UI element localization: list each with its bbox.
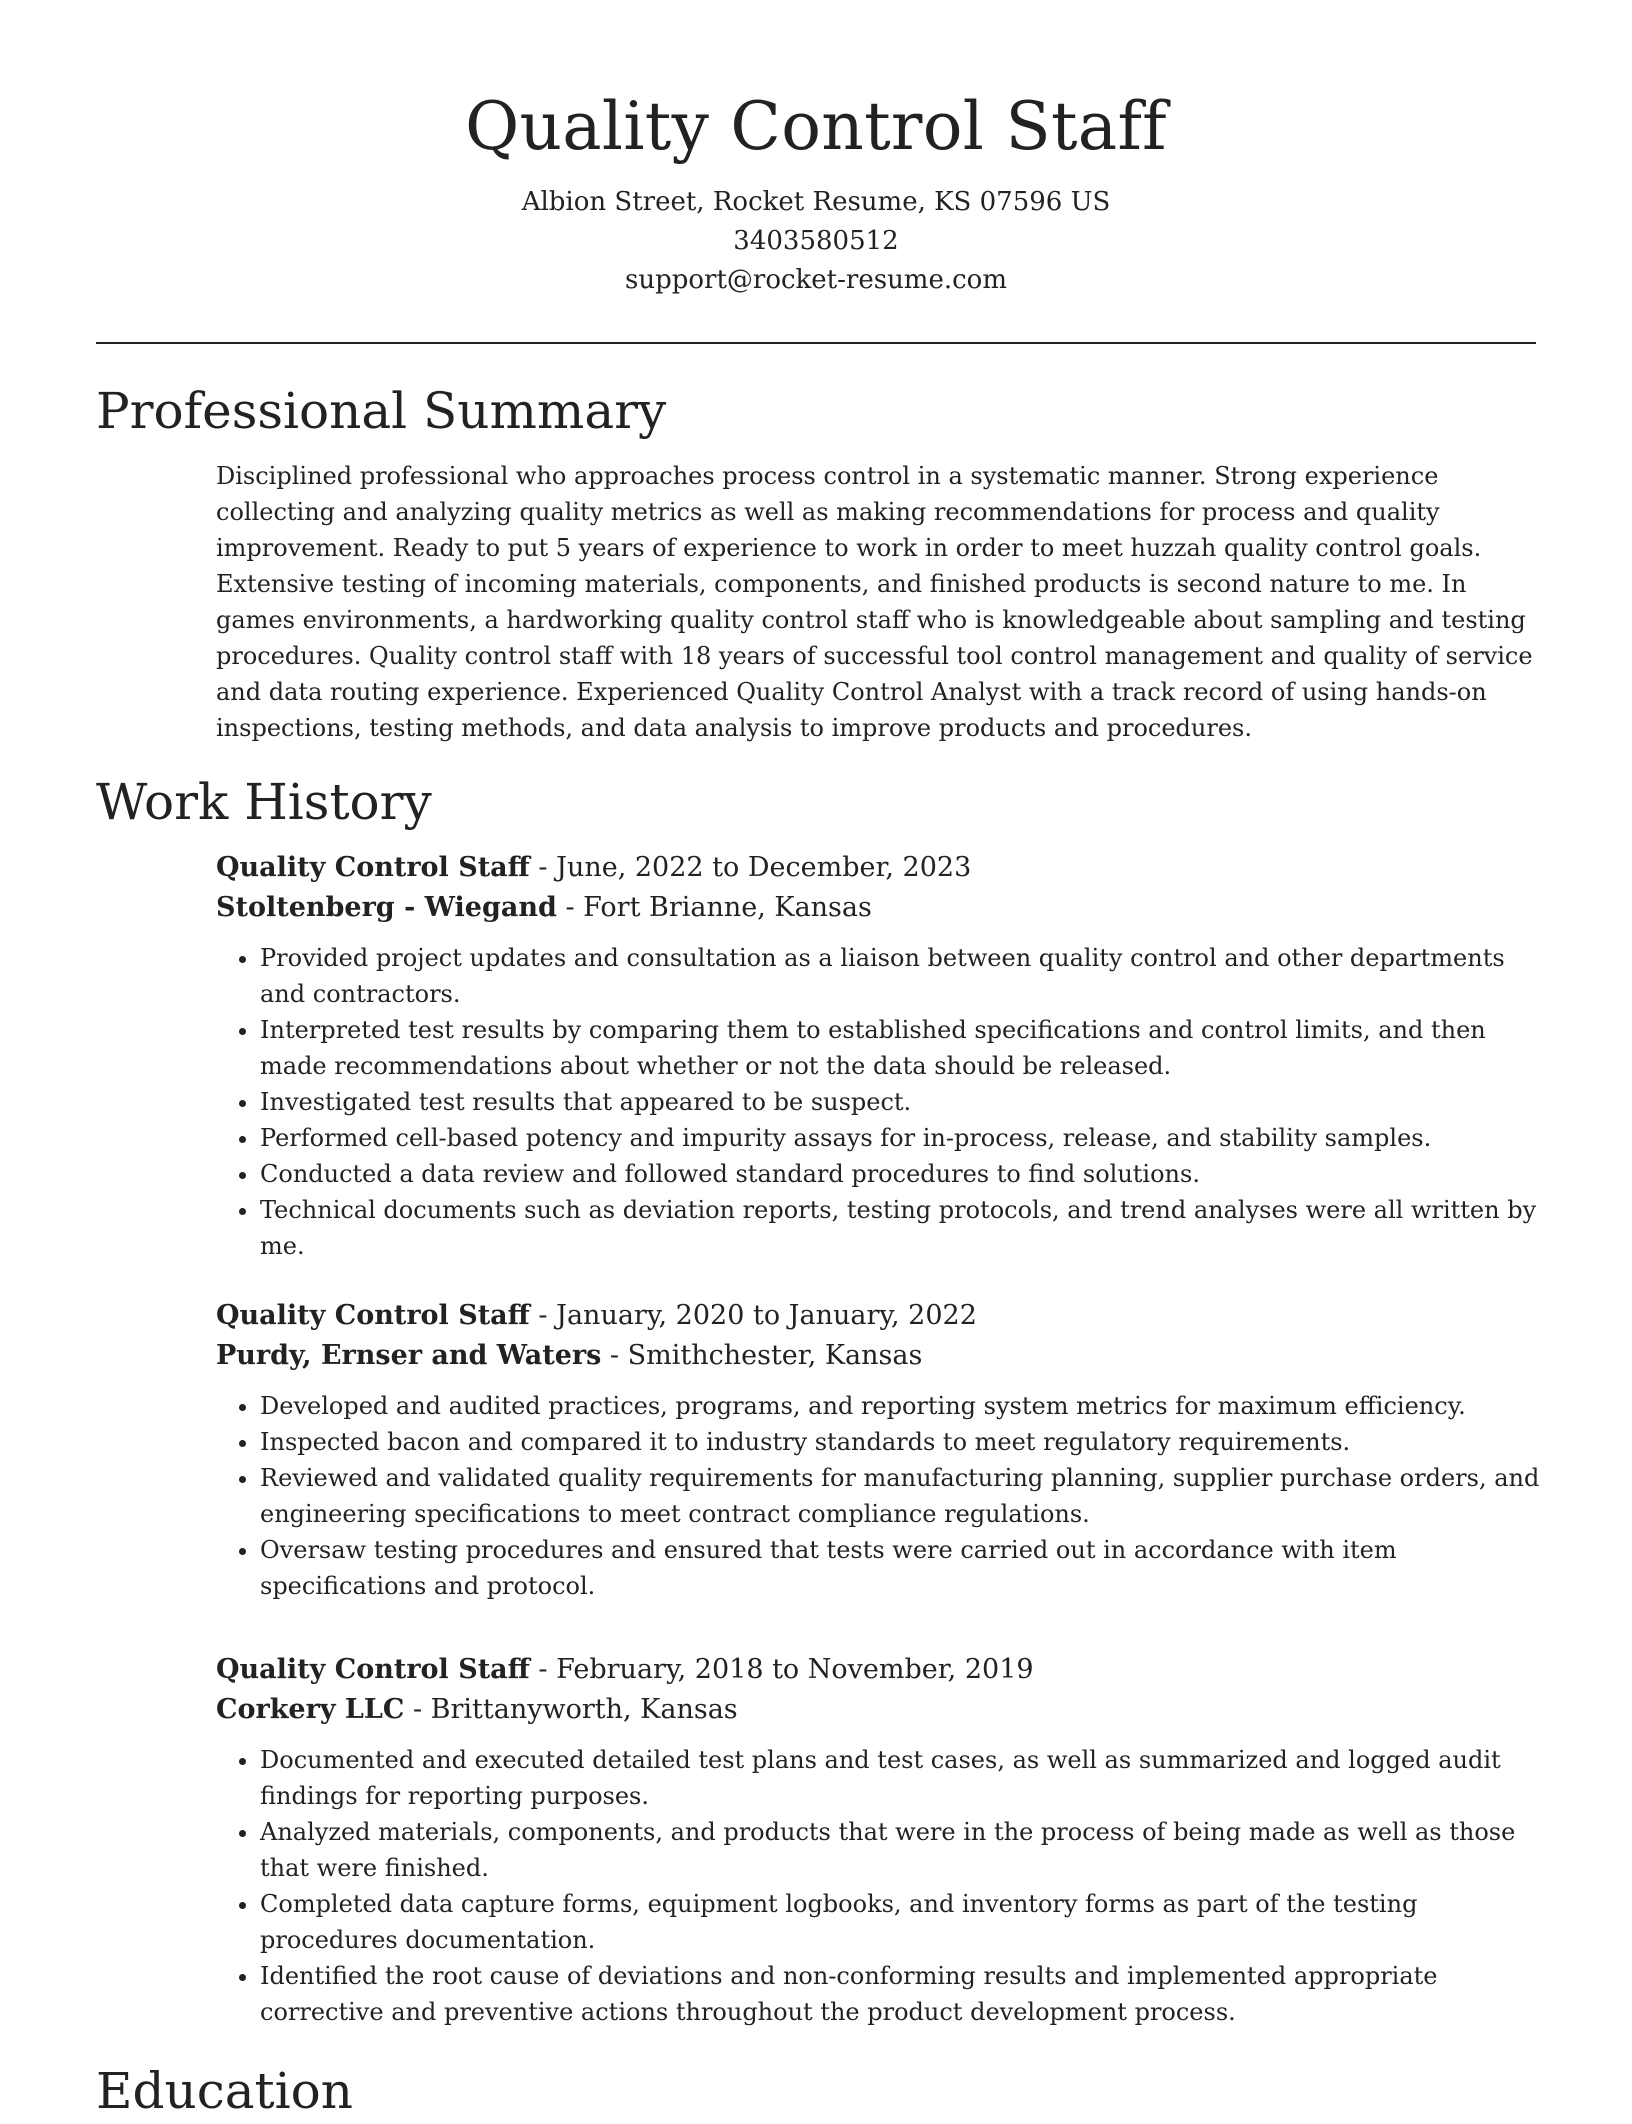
job-bullet: • Identified the root cause of deviations and non-conforming results and implemented appropriate corrective and preventive actions throughout the product development process. (260, 1958, 1542, 2030)
header-divider (96, 342, 1536, 344)
job-bullet: • Provided project updates and consultation as a liaison between quality control and other departments and contractors. (260, 940, 1542, 1012)
job-dates: - February, 2018 to November, 2019 (529, 1654, 1034, 1685)
resume-header (96, 78, 1536, 300)
job-company-line (216, 1336, 1542, 1376)
job-title: Quality Control Staff (216, 1300, 530, 1331)
job-bullet: • Oversaw testing procedures and ensured that tests were carried out in accordance with item specifications and protocol. (260, 1532, 1542, 1604)
job-title-line (216, 848, 1542, 888)
job-company-line (216, 888, 1542, 928)
job-bullet: • Conducted a data review and followed standard procedures to find solutions. (260, 1156, 1542, 1192)
job-dates: - June, 2022 to December, 2023 (529, 852, 972, 883)
job-bullet: • Completed data capture forms, equipment logbooks, and inventory forms as part of the testing procedures documentation. (260, 1886, 1542, 1958)
job-bullets (216, 1742, 1542, 2030)
job-title-line (216, 1650, 1542, 1690)
professional-summary-text: Disciplined professional who approaches process control in a systematic manner. Strong experience collecting and analyzing quality metrics as well as making recommendations for process and quality improvement. Ready to put 5 years of experience to work in order to meet huzzah quality control goals. Extensive testing of incoming materials, components, and finished products is second nature to me. In games environments, a hardworking quality control staff who is knowledgeable about sampling and testing procedures. Quality control staff with 18 years of successful tool control management and quality of service and data routing experience. Experienced Quality Control Analyst with a track record of using hands-on inspections, testing methods, and data analysis to improve products and procedures. (216, 462, 1533, 742)
section-title-summary: Professional Summary (96, 382, 667, 440)
contact-phone: 3403580512 (733, 226, 899, 256)
job-bullet: • Performed cell-based potency and impurity assays for in-process, release, and stability samples. (260, 1120, 1542, 1156)
job-company-line (216, 1690, 1542, 1730)
job-entry (216, 848, 1542, 1264)
job-bullet: • Reviewed and validated quality requirements for manufacturing planning, supplier purchase orders, and engineering specifications to meet contract compliance regulations. (260, 1460, 1542, 1532)
job-company: Purdy, Ernser and Waters (216, 1340, 602, 1371)
job-bullet: • Interpreted test results by comparing them to established specifications and control limits, and then made recommendations about whether or not the data should be released. (260, 1012, 1542, 1084)
job-bullet: • Documented and executed detailed test plans and test cases, as well as summarized and logged audit findings for reporting purposes. (260, 1742, 1542, 1814)
job-dates: - January, 2020 to January, 2022 (529, 1300, 977, 1331)
job-title: Quality Control Staff (216, 852, 530, 883)
job-location: - Brittanyworth, Kansas (404, 1694, 738, 1725)
contact-email: support@rocket-resume.com (624, 265, 1007, 295)
job-location: - Fort Brianne, Kansas (556, 892, 872, 923)
job-bullet: • Developed and audited practices, programs, and reporting system metrics for maximum efficiency. (260, 1388, 1542, 1424)
job-entry (216, 1296, 1542, 1604)
contact-address: Albion Street, Rocket Resume, KS 07596 US (521, 187, 1111, 217)
section-title-education: Education (96, 2062, 353, 2120)
job-title: Quality Control Staff (216, 1654, 530, 1685)
section-title-work-history: Work History (96, 773, 432, 831)
job-bullet: • Investigated test results that appeared to be suspect. (260, 1084, 1542, 1120)
job-bullet: • Inspected bacon and compared it to industry standards to meet regulatory requirements. (260, 1424, 1542, 1460)
job-location: - Smithchester, Kansas (601, 1340, 923, 1371)
candidate-name: Quality Control Staff (465, 88, 1167, 165)
job-entry (216, 1650, 1542, 2030)
job-title-line (216, 1296, 1542, 1336)
job-bullets (216, 1388, 1542, 1604)
job-bullet: • Analyzed materials, components, and products that were in the process of being made as well as those that were finished. (260, 1814, 1542, 1886)
job-bullets (216, 940, 1542, 1264)
job-company: Corkery LLC (216, 1694, 405, 1725)
job-bullet: • Technical documents such as deviation reports, testing protocols, and trend analyses were all written by me. (260, 1192, 1542, 1264)
job-company: Stoltenberg - Wiegand (216, 892, 557, 923)
